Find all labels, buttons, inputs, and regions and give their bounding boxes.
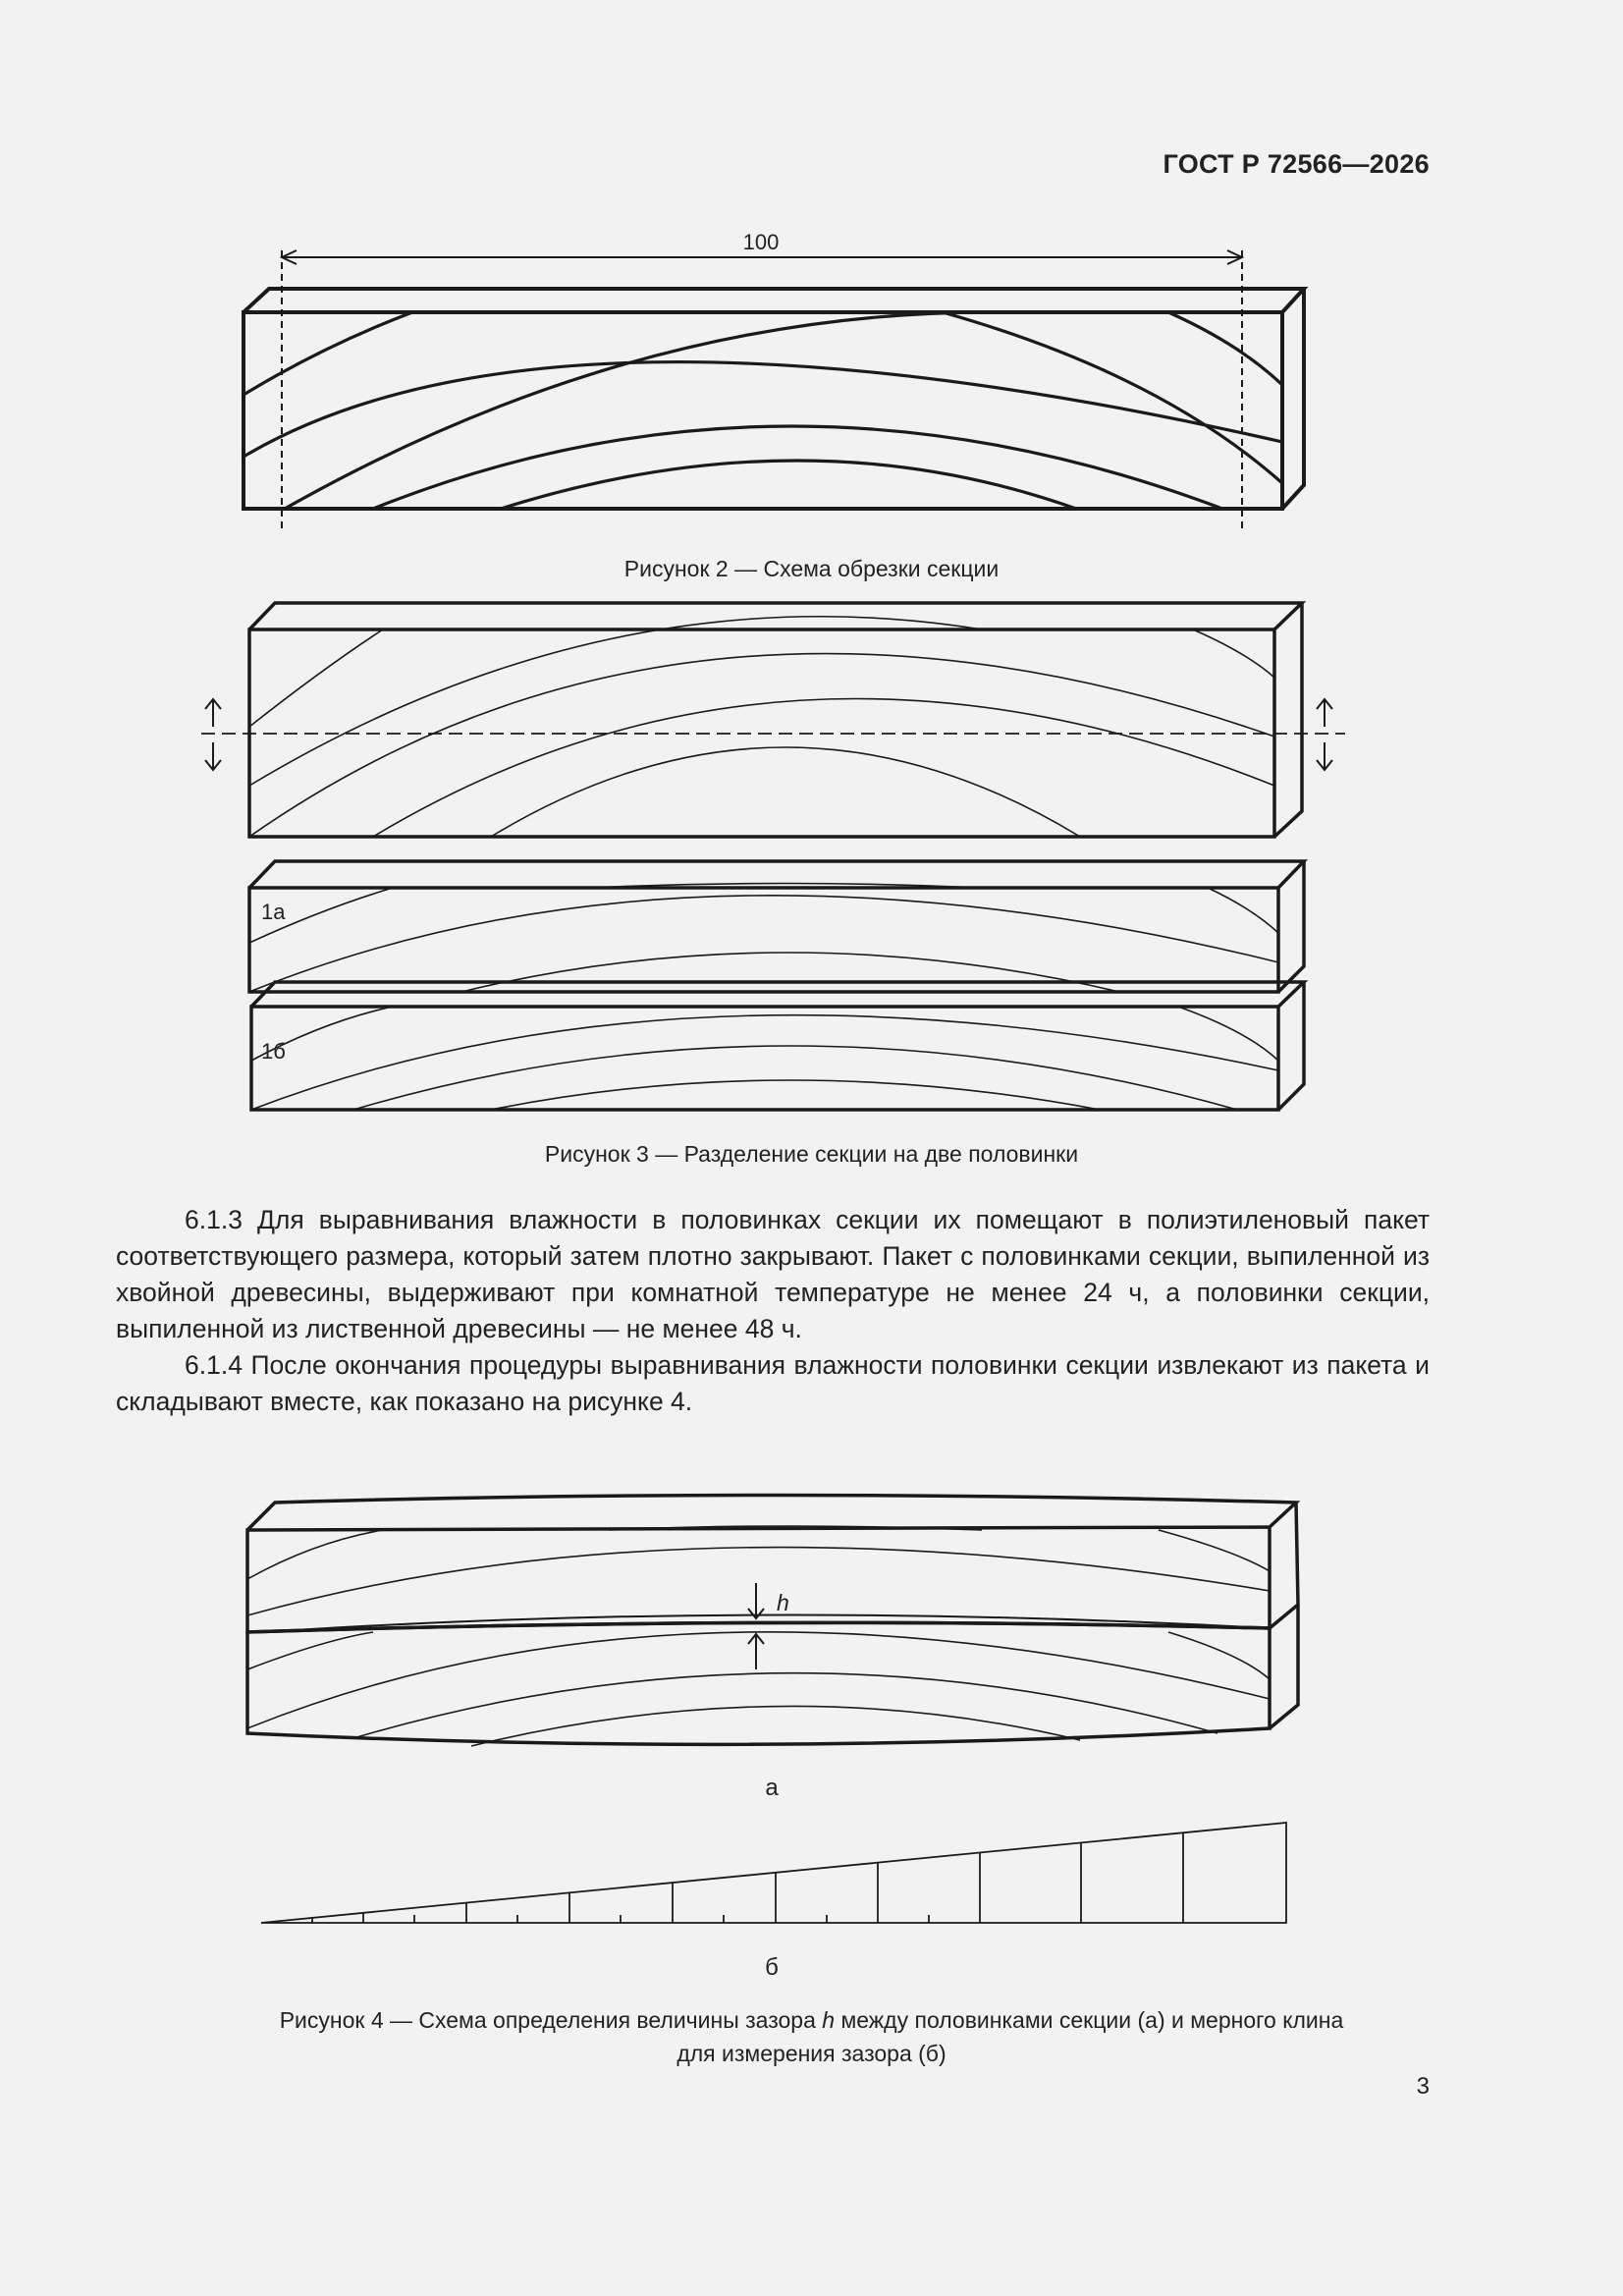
bottom-half-front [247, 1622, 1270, 1744]
wedge-minor-ticks [312, 1913, 929, 1923]
caption-part-1: Рисунок 4 — Схема определения величины зазора [279, 2007, 823, 2033]
figure-2-drawing [0, 0, 1623, 550]
dimension-label: 100 [742, 230, 780, 254]
wedge-major-ticks [466, 1832, 1183, 1923]
sublabel-b: б [765, 1954, 779, 1981]
figure-3-drawing [0, 589, 1623, 1139]
board-top-face [243, 289, 1304, 312]
board-side-face [1282, 289, 1304, 509]
paragraph-6-1-3: 6.1.3 Для выравнивания влажности в половинках секции их помещают в полиэтиленовый пакет соответствующего размера, который затем плотно закрывают. Пакет с половинками секции, выпиленной из хвойной древесины, выдерживают при комнатной температуре не менее 24 ч, а половинки секции, выпиленной из лиственной древесины — не менее 48 ч. [116, 1205, 1430, 1343]
gap-symbol: h [777, 1590, 789, 1615]
caption-line-2: для измерения зазора (б) [676, 2041, 947, 2066]
half-1b [251, 1007, 1278, 1110]
standard-designation: ГОСТ Р 72566—2026 [1163, 149, 1430, 179]
growth-rings [243, 312, 1282, 509]
half-1a [249, 888, 1278, 992]
sublabel-a: а [765, 1775, 779, 1801]
body-text [116, 1202, 1430, 1420]
figure-4-caption [0, 2003, 1623, 2070]
caption-symbol-h: h [822, 2007, 836, 2033]
figure-3-caption: Рисунок 3 — Разделение секции на две половинки [544, 1141, 1079, 1167]
label-1b: 1б [261, 1039, 286, 1064]
gap-arrows [748, 1583, 764, 1669]
caption-part-2: между половинками секции (а) и мерного клина [835, 2007, 1344, 2033]
figure-4a-drawing [0, 1473, 1623, 1768]
split-arrows-left [205, 699, 221, 770]
page-number: 3 [1416, 2073, 1430, 2100]
split-arrows-right [1317, 699, 1332, 770]
label-1a: 1а [261, 900, 286, 924]
figure-4b-wedge [0, 1807, 1623, 1925]
figure-2-caption: Рисунок 2 — Схема обрезки секции [623, 556, 1000, 581]
paragraph-6-1-4: 6.1.4 После окончания процедуры выравнивания влажности половинки секции извлекают из пакета и складывают вместе, как показано на рисунке 4. [116, 1350, 1430, 1416]
